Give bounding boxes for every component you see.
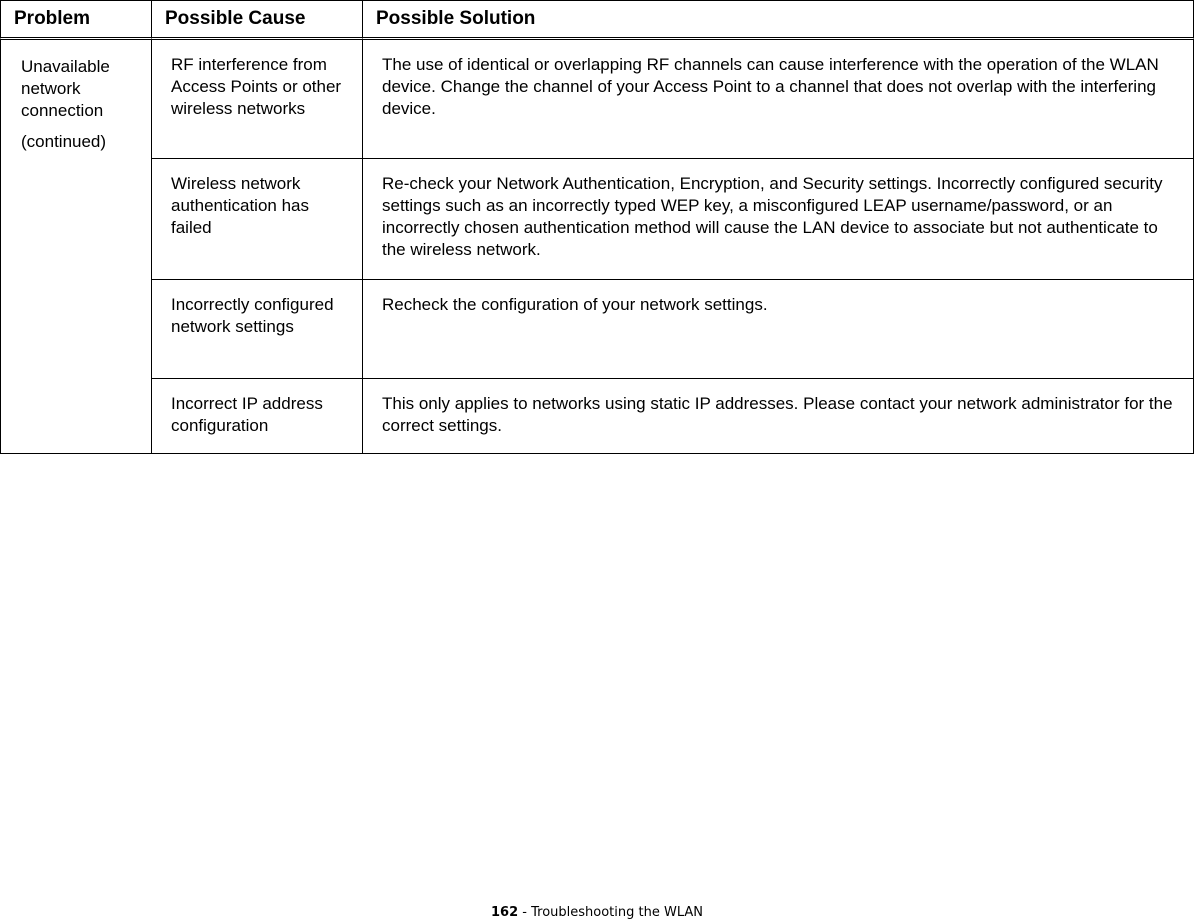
table-row (0, 280, 1194, 379)
cause-cell: Incorrectly configured network settings (151, 280, 362, 379)
footer-separator: - (518, 905, 532, 920)
footer-section-title: Troubleshooting the WLAN (531, 905, 703, 920)
header-possible-solution: Possible Solution (362, 0, 1194, 40)
table-row (0, 40, 1194, 159)
table-header-row (0, 0, 1194, 40)
cause-cell: RF interference from Access Points or other wireless networks (151, 40, 362, 159)
header-problem: Problem (0, 0, 151, 40)
solution-cell: The use of identical or overlapping RF channels can cause interference with the operation of the WLAN device. Change the channel of your Access Point to a channel that does not overlap with the interfering device. (362, 40, 1194, 159)
cause-cell: Incorrect IP address configuration (151, 379, 362, 454)
troubleshooting-table (0, 0, 1194, 454)
cause-cell: Wireless network authentication has failed (151, 159, 362, 280)
table-row (0, 159, 1194, 280)
header-possible-cause: Possible Cause (151, 0, 362, 40)
problem-label: Unavailable network connection (21, 57, 110, 120)
page-number: 162 (491, 905, 519, 920)
solution-cell: This only applies to networks using static IP addresses. Please contact your network administrator for the correct settings. (362, 379, 1194, 454)
table-row (0, 379, 1194, 454)
solution-cell: Re-check your Network Authentication, Encryption, and Security settings. Incorrectly configured security settings such as an incorrectly typed WEP key, a misconfigured LEAP username/password, or an incorrectly chosen authentication method will cause the LAN device to associate but not authenticate to the wireless network. (362, 159, 1194, 280)
problem-cell (0, 40, 151, 454)
problem-continued-note: (continued) (21, 132, 107, 151)
page-footer (0, 903, 1194, 923)
solution-cell: Recheck the configuration of your network settings. (362, 280, 1194, 379)
